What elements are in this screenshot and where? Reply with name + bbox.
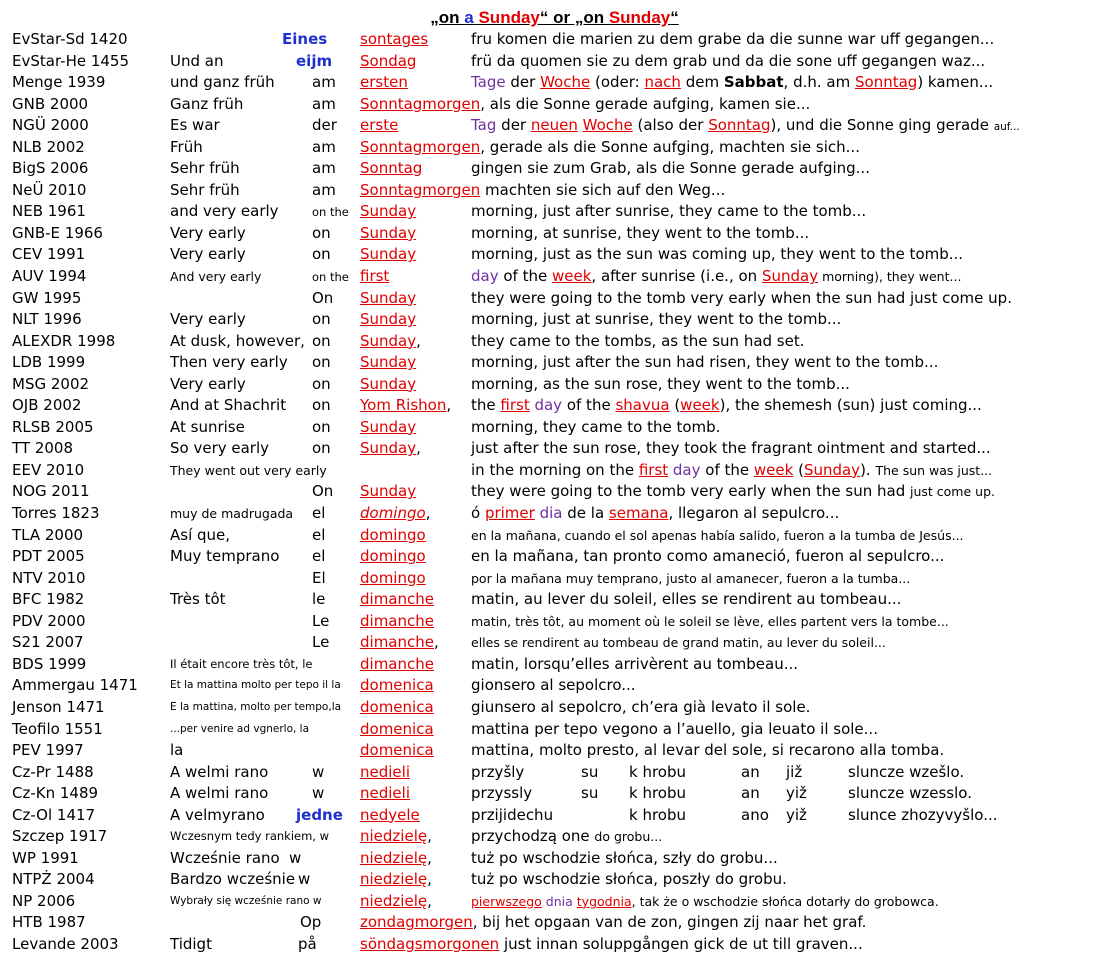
- article-word: w: [298, 870, 311, 889]
- source-label: NLT 1996: [12, 310, 82, 329]
- article-word: am: [312, 180, 336, 199]
- table-row: [0, 740, 1109, 762]
- source-label: EEV 2010: [12, 460, 85, 479]
- prefix-text: Then very early: [170, 353, 288, 372]
- verse-word: k hrobu: [629, 784, 687, 803]
- title-keyword: Sunday: [608, 8, 671, 27]
- table-row: [0, 568, 1109, 590]
- verse-word: sluncze wzesslo.: [848, 784, 972, 803]
- verse-text: morning, just at sunrise, they went to the tomb...: [471, 310, 842, 329]
- article-word: w: [312, 784, 325, 803]
- table-row: [0, 589, 1109, 611]
- table-row: [0, 762, 1109, 784]
- day-keyword: ersten: [360, 73, 408, 92]
- table-row: [0, 180, 1109, 202]
- article-word: Op: [300, 913, 322, 932]
- article-word: der: [312, 116, 337, 135]
- table-row: [0, 158, 1109, 180]
- verse-text: przychodzą one do grobu...: [471, 827, 663, 846]
- source-label: NeÜ 2010: [12, 180, 87, 199]
- source-label: Szczep 1917: [12, 827, 108, 846]
- article-word: am: [312, 94, 336, 113]
- day-keyword: Sunday: [360, 288, 417, 307]
- table-row: [0, 912, 1109, 934]
- day-keyword: Yom Rishon,: [360, 396, 452, 415]
- verse-text: morning, as the sun rose, they went to the tomb...: [471, 374, 850, 393]
- verse-text: Tag der neuen Woche (also der Sonntag), und die Sonne ging gerade auf...: [471, 116, 1020, 135]
- prefix-text: And at Shachrit: [170, 396, 287, 415]
- table-row: [0, 266, 1109, 288]
- verse-word: k hrobu: [629, 805, 687, 824]
- verse-word: sluncze wzešlo.: [848, 762, 965, 781]
- source-label: TLA 2000: [12, 525, 84, 544]
- article-word: on: [312, 331, 331, 350]
- table-row: [0, 115, 1109, 137]
- source-label: RLSB 2005: [12, 417, 94, 436]
- prefix-text: Et la mattina molto per tepo il la: [170, 679, 341, 692]
- verse-text: Tage der Woche (oder: nach dem Sabbat, d.h. am Sonntag) kamen...: [471, 73, 994, 92]
- verse-text: mattina, molto presto, al levar del sole, si recarono alla tomba.: [471, 741, 945, 760]
- prefix-text: They went out very early: [170, 462, 327, 478]
- table-row: [0, 137, 1109, 159]
- table-row: [0, 611, 1109, 633]
- day-keyword: niedzielę,: [360, 848, 432, 867]
- day-keyword: dimanche: [360, 590, 434, 609]
- article-word: på: [298, 934, 317, 953]
- table-row: [0, 826, 1109, 848]
- day-keyword: domenica: [360, 719, 434, 738]
- verse-text: zondagmorgen, bij het opgaan van de zon, gingen zij naar het graf.: [360, 913, 867, 932]
- day-keyword: domingo: [360, 525, 426, 544]
- article-word: am: [312, 159, 336, 178]
- prefix-text: Wcześnie rano: [170, 848, 280, 867]
- source-label: PDT 2005: [12, 547, 85, 566]
- source-label: Ammergau 1471: [12, 676, 138, 695]
- verse-text: gingen sie zum Grab, als die Sonne gerade aufging...: [471, 159, 870, 178]
- table-row: [0, 546, 1109, 568]
- table-row: [0, 395, 1109, 417]
- source-label: PEV 1997: [12, 741, 84, 760]
- day-keyword: nedieli: [360, 762, 410, 781]
- prefix-text: At dusk, however,: [170, 331, 305, 350]
- table-row: [0, 438, 1109, 460]
- article-word: on: [312, 417, 331, 436]
- title-article: a: [464, 8, 474, 27]
- source-label: ALEXDR 1998: [12, 331, 116, 350]
- table-row: [0, 891, 1109, 913]
- table-row: [0, 675, 1109, 697]
- verse-word: yiž: [786, 805, 807, 824]
- day-keyword: dimanche: [360, 611, 434, 630]
- table-row: [0, 460, 1109, 482]
- source-label: EvStar-He 1455: [12, 51, 130, 70]
- verse-text: fru komen die marien zu dem grabe da die sunne war uff gegangen...: [471, 30, 995, 48]
- prefix-text: A welmi rano: [170, 784, 269, 803]
- table-row: [0, 244, 1109, 266]
- article-word: on: [312, 245, 331, 264]
- day-keyword: nedieli: [360, 784, 410, 803]
- table-row: [0, 632, 1109, 654]
- page-title: „on a Sunday“ or „on Sunday“: [430, 8, 679, 27]
- day-keyword: domingo: [360, 568, 426, 587]
- source-label: Levande 2003: [12, 934, 119, 953]
- verse-text: ó primer dia de la semana, llegaron al sepulcro...: [471, 504, 840, 523]
- source-label: BDS 1999: [12, 654, 87, 673]
- prefix-text: Very early: [170, 223, 246, 242]
- prefix-text: muy de madrugada: [170, 506, 294, 522]
- article-word: El: [312, 568, 326, 587]
- day-keyword: dimanche,: [360, 633, 439, 652]
- prefix-text: Very early: [170, 245, 246, 264]
- source-label: TT 2008: [12, 439, 74, 458]
- table-row: [0, 503, 1109, 525]
- article-word: on: [312, 374, 331, 393]
- day-keyword: nedyele: [360, 805, 420, 824]
- day-keyword: Sunday: [360, 223, 417, 242]
- verse-text: in the morning on the first day of the week (Sunday). The sun was just...: [471, 460, 993, 479]
- article-word: w: [289, 848, 302, 867]
- verse-word: yiž: [786, 784, 807, 803]
- verse-word: již: [786, 762, 803, 781]
- source-label: Cz-Ol 1417: [12, 805, 96, 824]
- source-label: S21 2007: [12, 633, 84, 652]
- table-row: [0, 697, 1109, 719]
- day-keyword: Sunday: [360, 482, 417, 501]
- article-word: jedne: [296, 805, 343, 824]
- table-row: [0, 783, 1109, 805]
- day-keyword: domingo: [360, 547, 426, 566]
- verse-text: morning, just after sunrise, they came to the tomb...: [471, 202, 867, 221]
- source-label: MSG 2002: [12, 374, 90, 393]
- day-keyword: sontages: [360, 30, 429, 48]
- verse-text: they were going to the tomb very early when the sun had just come up.: [471, 482, 995, 501]
- prefix-text: A welmi rano: [170, 762, 269, 781]
- verse-text: en la mañana, tan pronto como amaneció, fueron al sepulcro...: [471, 547, 945, 566]
- prefix-text: Así que,: [170, 525, 231, 544]
- verse-word: przijidechu: [471, 805, 554, 824]
- verse-text: morning, they came to the tomb.: [471, 417, 721, 436]
- prefix-text: So very early: [170, 439, 270, 458]
- source-label: OJB 2002: [12, 396, 82, 415]
- source-label: BigS 2006: [12, 159, 89, 178]
- table-row: [0, 309, 1109, 331]
- article-word: el: [312, 547, 326, 566]
- day-keyword: Sunday,: [360, 439, 421, 458]
- table-row: [0, 223, 1109, 245]
- prefix-text: A velmyrano: [170, 805, 265, 824]
- day-keyword: domenica: [360, 741, 434, 760]
- verse-text: Sonntagmorgen, als die Sonne gerade aufging, kamen sie...: [360, 94, 811, 113]
- verse-text: söndagsmorgonen just innan soluppgången gick de ut till graven...: [360, 934, 863, 953]
- verse-text: Sonntagmorgen, gerade als die Sonne aufging, machten sie sich...: [360, 137, 860, 156]
- table-row: [0, 481, 1109, 503]
- table-row: [0, 654, 1109, 676]
- table-row: [0, 848, 1109, 870]
- source-label: NP 2006: [12, 891, 76, 910]
- source-label: LDB 1999: [12, 353, 86, 372]
- table-row: [0, 719, 1109, 741]
- day-keyword: Sondag: [360, 51, 417, 70]
- verse-text: the first day of the shavua (week), the shemesh (sun) just coming...: [471, 396, 982, 415]
- article-word: am: [312, 73, 336, 92]
- verse-word: an: [741, 762, 760, 781]
- verse-text: they were going to the tomb very early when the sun had just come up.: [471, 288, 1012, 307]
- article-word: on: [312, 353, 331, 372]
- table-row: [0, 94, 1109, 116]
- day-keyword: niedzielę,: [360, 891, 432, 910]
- source-label: HTB 1987: [12, 913, 86, 932]
- article-word: el: [312, 525, 326, 544]
- day-keyword: erste: [360, 116, 399, 135]
- verse-text: morning, just after the sun had risen, they went to the tomb...: [471, 353, 939, 372]
- article-word: Le: [312, 633, 330, 652]
- prefix-text: la: [170, 741, 184, 760]
- source-label: Teofilo 1551: [12, 719, 103, 738]
- verse-word: an: [741, 784, 760, 803]
- prefix-text: Tidigt: [170, 934, 212, 953]
- source-label: WP 1991: [12, 848, 79, 867]
- verse-text: gionsero al sepolcro...: [471, 676, 636, 695]
- article-word: on: [312, 396, 331, 415]
- verse-text: just after the sun rose, they took the fragrant ointment and started...: [471, 439, 991, 458]
- article-word: am: [312, 137, 336, 156]
- source-label: Jenson 1471: [12, 697, 105, 716]
- verse-word: slunce zhozyvyšlo...: [848, 805, 998, 824]
- verse-text: mattina per tepo vegono a l’auello, gia leuato il sole...: [471, 719, 878, 738]
- source-label: NGÜ 2000: [12, 116, 89, 135]
- verse-text: elles se rendirent au tombeau de grand matin, au lever du soleil...: [471, 635, 886, 651]
- prefix-text: Sehr früh: [170, 159, 240, 178]
- source-label: GNB 2000: [12, 94, 89, 113]
- verse-word: su: [581, 762, 599, 781]
- verse-text: giunsero al sepolcro, ch’era già levato il sole.: [471, 697, 811, 716]
- verse-text: matin, lorsqu’elles arrivèrent au tombeau...: [471, 654, 799, 673]
- source-label: Torres 1823: [12, 504, 100, 523]
- source-label: PDV 2000: [12, 611, 86, 630]
- verse-text: tuż po wschodzie słońca, poszły do grobu.: [471, 870, 787, 889]
- source-label: GNB-E 1966: [12, 223, 103, 242]
- table-row: [0, 417, 1109, 439]
- verse-word: su: [581, 784, 599, 803]
- prefix-text: und ganz früh: [170, 73, 275, 92]
- prefix-text: Sehr früh: [170, 180, 240, 199]
- day-keyword: Sunday: [360, 310, 417, 329]
- table-row: [0, 352, 1109, 374]
- table-row: [0, 51, 1109, 73]
- prefix-text: And very early: [170, 269, 262, 285]
- table-row: [0, 201, 1109, 223]
- verse-word: przyssly: [471, 784, 533, 803]
- title-keyword: Sunday: [478, 8, 540, 27]
- verse-text: matin, au lever du soleil, elles se rendirent au tombeau...: [471, 590, 902, 609]
- day-keyword: Sunday: [360, 245, 417, 264]
- article-word: On: [312, 482, 334, 501]
- translation-table: [0, 29, 1109, 956]
- table-row: [0, 331, 1109, 353]
- table-row: [0, 288, 1109, 310]
- day-keyword: Sunday: [360, 417, 417, 436]
- prefix-text: and very early: [170, 202, 279, 221]
- table-row: [0, 934, 1109, 956]
- verse-text: morning, at sunrise, they went to the tomb...: [471, 223, 810, 242]
- day-keyword: domenica: [360, 676, 434, 695]
- verse-text: pierwszego dnia tygodnia, tak że o wschodzie słońca dotarły do grobowca.: [471, 893, 939, 909]
- article-word: on: [312, 223, 331, 242]
- day-keyword: dimanche: [360, 654, 434, 673]
- source-label: Cz-Pr 1488: [12, 762, 94, 781]
- prefix-text: At sunrise: [170, 417, 245, 436]
- article-word: Eines: [282, 30, 328, 48]
- source-label: CEV 1991: [12, 245, 86, 264]
- table-row: [0, 29, 1109, 51]
- verse-word: przyšly: [471, 762, 525, 781]
- day-keyword: Sunday: [360, 374, 417, 393]
- prefix-text: Wybrały się wcześnie rano w: [170, 894, 322, 907]
- prefix-text: Very early: [170, 374, 246, 393]
- table-row: [0, 805, 1109, 827]
- day-keyword: first: [360, 267, 390, 286]
- day-keyword: Sonntag: [360, 159, 423, 178]
- table-row: [0, 72, 1109, 94]
- source-label: AUV 1994: [12, 267, 87, 286]
- verse-text: morning, just as the sun was coming up, they went to the tomb...: [471, 245, 964, 264]
- prefix-text: Es war: [170, 116, 220, 135]
- prefix-text: Bardzo wcześnie: [170, 870, 296, 889]
- verse-text: day of the week, after sunrise (i.e., on Sunday morning), they went...: [471, 267, 962, 286]
- source-label: NLB 2002: [12, 137, 85, 156]
- source-label: GW 1995: [12, 288, 82, 307]
- article-word: le: [312, 590, 326, 609]
- verse-text: frü da quomen sie zu dem grab und da die sone uff gegangen waz...: [471, 51, 986, 70]
- source-label: NTPŻ 2004: [12, 870, 95, 889]
- source-label: EvStar-Sd 1420: [12, 30, 128, 48]
- source-label: Menge 1939: [12, 73, 106, 92]
- day-keyword: Sunday: [360, 202, 417, 221]
- verse-text: matin, très tôt, au moment où le soleil se lève, elles partent vers la tombe...: [471, 613, 949, 629]
- day-keyword: domingo,: [360, 504, 431, 523]
- verse-text: tuż po wschodzie słońca, szły do grobu...: [471, 848, 778, 867]
- prefix-text: Très tôt: [170, 590, 226, 609]
- source-label: NTV 2010: [12, 568, 86, 587]
- table-row: [0, 525, 1109, 547]
- article-word: on: [312, 310, 331, 329]
- verse-text: en la mañana, cuando el sol apenas había salido, fueron a la tumba de Jesús...: [471, 527, 964, 543]
- article-word: on the: [312, 270, 349, 285]
- source-label: BFC 1982: [12, 590, 85, 609]
- prefix-text: Muy temprano: [170, 547, 280, 566]
- day-keyword: niedzielę,: [360, 870, 432, 889]
- prefix-text: Il était encore très tôt, le: [170, 656, 313, 671]
- table-row: [0, 869, 1109, 891]
- day-keyword: Sunday,: [360, 331, 421, 350]
- verse-text: Sonntagmorgen machten sie sich auf den Weg...: [360, 180, 726, 199]
- verse-word: ano: [741, 805, 769, 824]
- article-word: el: [312, 504, 326, 523]
- prefix-text: Früh: [170, 137, 203, 156]
- day-keyword: niedzielę,: [360, 827, 432, 846]
- day-keyword: Sunday: [360, 353, 417, 372]
- prefix-text: ...per venire ad vgnerlo, la: [170, 722, 310, 735]
- source-label: NEB 1961: [12, 202, 86, 221]
- verse-word: k hrobu: [629, 762, 687, 781]
- article-word: On: [312, 288, 334, 307]
- article-word: Le: [312, 611, 330, 630]
- article-word: eijm: [296, 51, 333, 70]
- verse-text: por la mañana muy temprano, justo al amanecer, fueron a la tumba...: [471, 570, 911, 586]
- prefix-text: Ganz früh: [170, 94, 244, 113]
- prefix-text: Wczesnym tedy rankiem, w: [170, 829, 330, 844]
- article-word: w: [312, 762, 325, 781]
- day-keyword: domenica: [360, 697, 434, 716]
- table-row: [0, 374, 1109, 396]
- verse-text: they came to the tombs, as the sun had set.: [471, 331, 805, 350]
- source-label: Cz-Kn 1489: [12, 784, 99, 803]
- prefix-text: Very early: [170, 310, 246, 329]
- source-label: NOG 2011: [12, 482, 90, 501]
- prefix-text: Und an: [170, 51, 224, 70]
- article-word: on the: [312, 205, 349, 220]
- article-word: on: [312, 439, 331, 458]
- prefix-text: E la mattina, molto per tempo,la: [170, 700, 342, 713]
